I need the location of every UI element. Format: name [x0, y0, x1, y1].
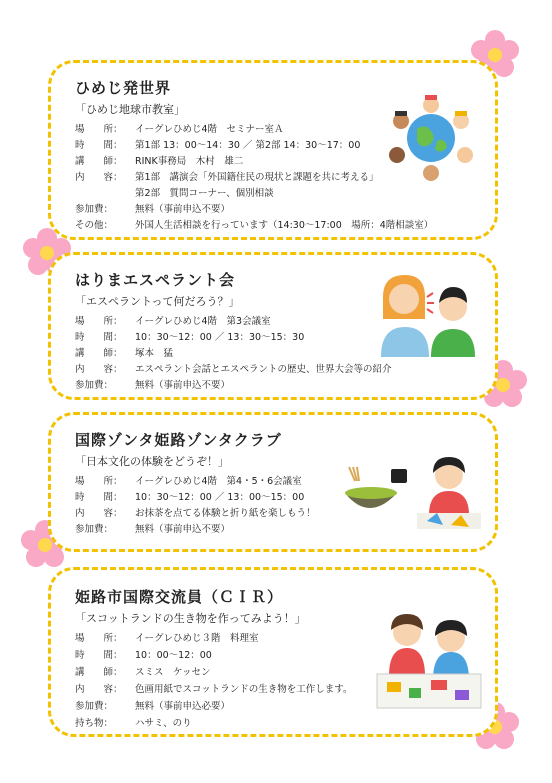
info-row: 参加費： 無料（事前申込不要）	[75, 524, 231, 535]
info-row: 講 師： RINK事務局 木村 雄二	[75, 156, 244, 167]
info-row: その他： 外国人生活相談を行っています（14:30～17:00 場所：4階相談室）	[75, 220, 434, 231]
info-row: 場 所： イーグレひめじ4階 第3会議室	[75, 316, 271, 327]
info-row: 時 間： 10：00～12：00	[75, 650, 212, 661]
info-row: 参加費： 無料（事前申込不要）	[75, 204, 231, 215]
info-row: 場 所： イーグレひめじ３階 料理室	[75, 633, 259, 644]
info-row: 講 師： 塚本 猛	[75, 348, 174, 359]
section-subtitle: 「ひめじ地球市教室」	[75, 103, 185, 116]
info-row: 講 師： スミス ケッセン	[75, 667, 211, 678]
section-title: ひめじ発世界	[75, 79, 172, 97]
info-row: 内 容： 色画用紙でスコットランドの生き物を工作します。	[75, 684, 353, 695]
info-row: 内 容： 第1部 講演会「外国籍住民の現状と課題を共に考える」	[75, 172, 379, 183]
info-row: 時 間： 第1部 13：00～14：30 ／ 第2部 14：30～17：00	[75, 140, 361, 151]
tea-ceremony-illustration	[341, 463, 411, 523]
section-subtitle: 「スコットランドの生き物を作ってみよう！」	[75, 612, 306, 625]
crafting-children-illustration	[371, 608, 485, 712]
event-card-zonta	[48, 412, 498, 552]
origami-child-illustration	[413, 455, 485, 535]
info-row: 場 所： イーグレひめじ4階 第4・5・6会議室	[75, 476, 302, 487]
info-row: 内 容： エスペラント会話とエスペラントの歴史、世界大会等の紹介	[75, 364, 392, 375]
info-row: 時 間： 10：30～12：00 ／ 13：00～15：00	[75, 492, 305, 503]
speaking-people-illustration	[369, 267, 479, 357]
info-row: 参加費： 無料（事前申込必要）	[75, 701, 231, 712]
info-row: 第2部 質問コーナー、個別相談	[135, 188, 274, 199]
event-card-himeji	[48, 60, 498, 240]
globe-children-illustration	[381, 93, 481, 183]
section-subtitle: 「エスペラントって何だろう？」	[75, 295, 240, 308]
event-card-esperanto	[48, 252, 498, 400]
info-row: 内 容： お抹茶を点てる体験と折り紙を楽しもう！	[75, 508, 316, 519]
section-title: はりまエスペラント会	[75, 271, 236, 289]
section-title: 姫路市国際交流員（ＣＩＲ）	[75, 588, 284, 606]
section-subtitle: 「日本文化の体験をどうぞ！」	[75, 455, 229, 468]
info-row: 参加費： 無料（事前申込不要）	[75, 380, 231, 391]
event-card-cir	[48, 567, 498, 737]
section-title: 国際ゾンタ姫路ゾンタクラブ	[75, 431, 282, 449]
info-row: 持ち物： ハサミ、のり	[75, 718, 192, 729]
info-row: 場 所： イーグレひめじ4階 セミナー室Ａ	[75, 124, 284, 135]
info-row: 時 間： 10：30～12：00 ／ 13：30～15：30	[75, 332, 305, 343]
